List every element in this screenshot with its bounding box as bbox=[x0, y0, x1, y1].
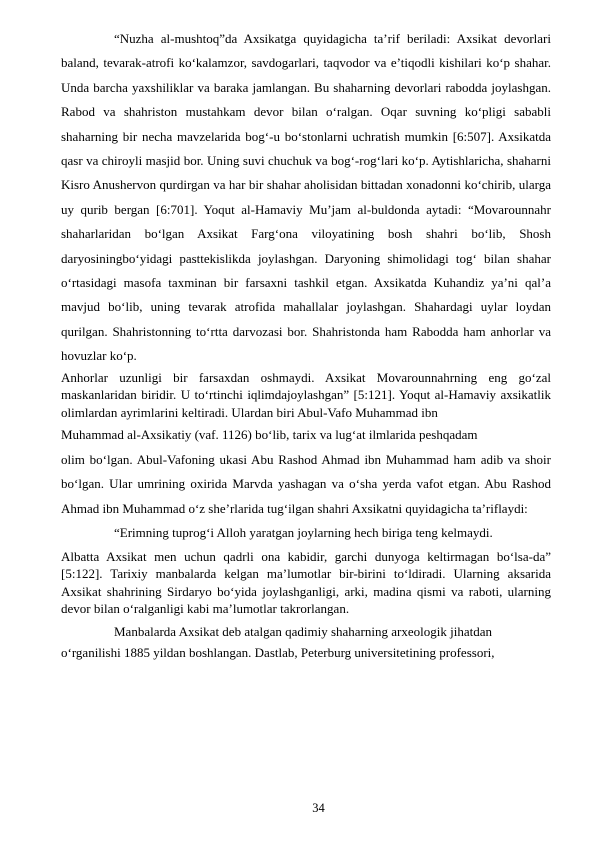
document-page bbox=[61, 27, 551, 662]
paragraph-3-text-tight: o‘rganilishi 1885 yildan boshlangan. Dastlab, Peterburg universitetining professori, bbox=[61, 645, 495, 661]
paragraph-1-text-end: olim bo‘lgan. Abul-Vafoning ukasi Abu Rashod Ahmad ibn Muhammad ham adib va shoir bo‘lgan. Ular umrining oxirida Marvda yashagan va o‘sha yerda vafot etgan. Abu Rashod Ahmad ibn Muhammad o‘z she’rlarida tug‘ilgan shahri Axsikatni quyidagicha ta’riflaydi: bbox=[61, 451, 551, 516]
paragraph-2-text: “Erimning tuprog‘i Alloh yaratgan joylarning hech biriga teng kelmaydi. bbox=[114, 525, 493, 541]
page-number: 34 bbox=[312, 801, 325, 815]
paragraph-3-text: Manbalarda Axsikat deb atalgan qadimiy shaharning arxeologik jihatdan bbox=[114, 623, 492, 639]
paragraph-1-text-line: Muhammad al-Axsikatiy (vaf. 1126) bo‘lib, tarix va lug‘at ilmlarida peshqadam bbox=[61, 427, 478, 443]
paragraph-3 bbox=[61, 620, 551, 644]
paragraph-1-continued-3 bbox=[61, 448, 551, 521]
paragraph-1-continued-2 bbox=[61, 423, 551, 447]
paragraph-3-continued bbox=[61, 644, 551, 662]
paragraph-2-text-tight: Albatta Axsikat men uchun qadrli ona kabidir, garchi dunyoga keltirmagan bo‘lsa-da” [5:122]. Tarixiy manbalarda kelgan ma’lumotlar bir-birini to‘ldiradi. Ularning aksarida Axsikat shahrining Sirdaryo bo‘yida joylashganligi, arki, madina qismi va raboti, ularning devor bilan o‘ralganligi kabi ma’lumotlar takrorlangan. bbox=[61, 548, 551, 617]
paragraph-1-text: “Nuzha al-mushtoq”da Axsikatga quyidagicha ta’rif beriladi: Axsikat devorlari baland, tevarak-atrofi ko‘kalamzor, savdogarlari, taqvodor va e’tiqodli kishilari ko‘p shahar. Unda barcha yaxshiliklar va baraka jamlangan. Bu shaharning devorlari rabodda joylashgan. Rabod va shahriston mustahkam devor bilan o‘ralgan. Oqar suvning ko‘pligi sababli shaharning bir necha mavzelarida bog‘-u bo‘stonlarni uchratish mumkin [6:507]. Axsikatda qasr va chiroyli masjid bor. Uning suvi chuchuk va bog‘-rog‘lari ko‘p. Aytishlaricha, shaharni Kisro Anushervon qurdirgan va har bir shahar aholisidan bittadan xonadonni ko‘chirib, ularga uy qurib bergan [6:701]. Yoqut al-Hamaviy Mu’jam al-buldonda aytadi: “Movarounnahr shaharlaridan bo‘lgan Axsikat Farg‘ona viloyatining bosh shahri bo‘lib, Shosh daryosiningbo‘yidagi pasttekislikda joylashgan. Daryoning shimolidagi tog‘ bilan shahar o‘rtasidagi masofa taxminan bir farsaxni tashkil etgan. Axsikatda Kuhandiz ya’ni qal’a mavjud bo‘lib, uning tevarak atrofida mahallalar joylashgan. Shahardagi uylar loydan qurilgan. Shahristonning to‘rtta darvozasi bor. Shahristonda ham Rabodda ham anhorlar va hovuzlar ko‘p. bbox=[61, 31, 551, 364]
paragraph-2 bbox=[61, 521, 551, 545]
paragraph-1-continued bbox=[61, 369, 551, 422]
paragraph-2-continued bbox=[61, 548, 551, 618]
paragraph-1-text-tight: Anhorlar uzunligi bir farsaxdan oshmaydi. Axsikat Movarounnahrning eng go‘zal maskanlaridan biridir. U to‘rtinchi iqlimdajoylashgan” [5:121]. Yoqut al-Hamaviy axsikatlik olimlardan ayrimlarini keltiradi. Ulardan biri Abul-Vafo Muhammad ibn bbox=[61, 369, 551, 420]
paragraph-1 bbox=[61, 27, 551, 369]
